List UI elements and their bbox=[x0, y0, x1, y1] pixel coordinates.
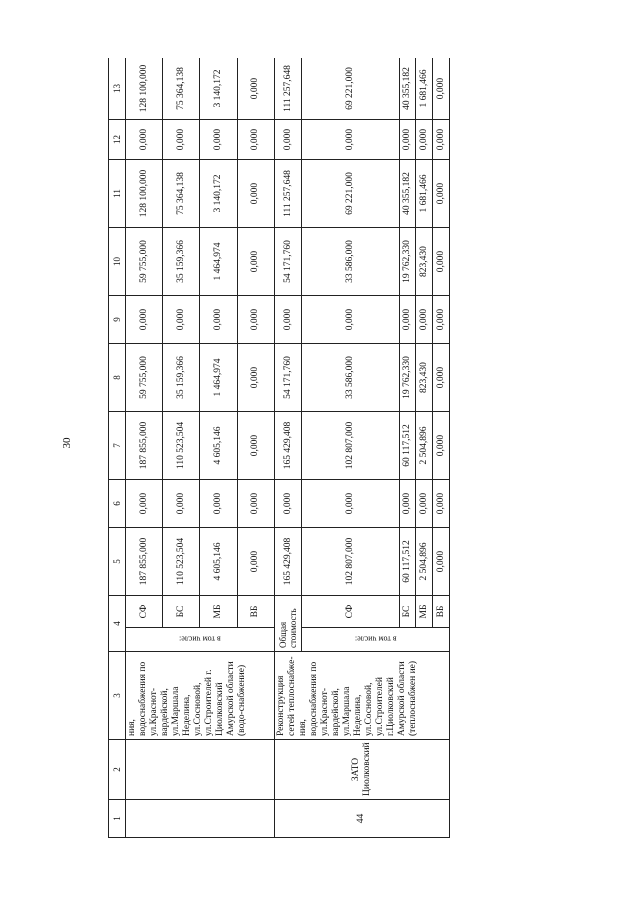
value-cell: 69 221,000 bbox=[302, 160, 399, 228]
value-cell: 165 429,408 bbox=[274, 412, 302, 480]
value-cell: 102 807,000 bbox=[302, 528, 399, 596]
value-cell: 165 429,408 bbox=[274, 528, 302, 596]
value-cell: 0,000 bbox=[433, 480, 450, 528]
value-cell: 0,000 bbox=[416, 480, 433, 528]
header-cell: 13 bbox=[109, 58, 126, 120]
value-cell: 128 100,000 bbox=[126, 58, 163, 120]
fund-code-cell: СФ bbox=[126, 596, 163, 628]
budget-table bbox=[108, 58, 450, 838]
value-cell: 75 364,138 bbox=[163, 160, 200, 228]
value-cell: 102 807,000 bbox=[302, 412, 399, 480]
header-cell: 2 bbox=[109, 740, 126, 800]
value-cell: 0,000 bbox=[126, 120, 163, 160]
territory-cell bbox=[126, 740, 275, 800]
value-cell: 0,000 bbox=[237, 120, 274, 160]
fund-code-cell: МБ bbox=[200, 596, 237, 628]
header-cell: 8 bbox=[109, 344, 126, 412]
value-cell: 823,430 bbox=[416, 228, 433, 296]
value-cell: 0,000 bbox=[433, 160, 450, 228]
row-number-cell bbox=[126, 800, 275, 838]
fund-code-cell: БС bbox=[163, 596, 200, 628]
fund-code-cell: ВБ bbox=[433, 596, 450, 628]
value-cell: 35 159,366 bbox=[163, 344, 200, 412]
value-cell: 128 100,000 bbox=[126, 160, 163, 228]
group-label-cell: в том числе: bbox=[302, 628, 450, 652]
value-cell: 40 355,182 bbox=[399, 58, 416, 120]
value-cell: 4 605,146 bbox=[200, 528, 237, 596]
value-cell: 1 464,974 bbox=[200, 228, 237, 296]
value-cell: 54 171,760 bbox=[274, 228, 302, 296]
value-cell: 0,000 bbox=[274, 296, 302, 344]
header-cell: 9 bbox=[109, 296, 126, 344]
value-cell: 110 523,504 bbox=[163, 412, 200, 480]
value-cell: 0,000 bbox=[399, 480, 416, 528]
value-cell: 111 257,648 bbox=[274, 58, 302, 120]
rotated-table-viewport bbox=[108, 58, 450, 838]
value-cell: 19 762,330 bbox=[399, 228, 416, 296]
value-cell: 0,000 bbox=[433, 120, 450, 160]
value-cell: 0,000 bbox=[163, 480, 200, 528]
value-cell: 0,000 bbox=[237, 228, 274, 296]
value-cell: 0,000 bbox=[433, 412, 450, 480]
value-cell: 0,000 bbox=[237, 412, 274, 480]
group-label-cell: в том числе: bbox=[126, 628, 275, 652]
value-cell: 0,000 bbox=[399, 120, 416, 160]
value-cell: 0,000 bbox=[126, 296, 163, 344]
value-cell: 0,000 bbox=[237, 160, 274, 228]
header-cell: 4 bbox=[109, 596, 126, 652]
value-cell: 0,000 bbox=[302, 296, 399, 344]
budget-table-container bbox=[108, 58, 450, 838]
total-cost-label: Общая стоимость bbox=[274, 596, 302, 652]
value-cell: 1 681,466 bbox=[416, 58, 433, 120]
value-cell: 19 762,330 bbox=[399, 344, 416, 412]
value-cell: 0,000 bbox=[416, 296, 433, 344]
fund-code-cell: СФ bbox=[302, 596, 399, 628]
value-cell: 3 140,172 bbox=[200, 160, 237, 228]
value-cell: 0,000 bbox=[163, 296, 200, 344]
value-cell: 0,000 bbox=[237, 58, 274, 120]
value-cell: 187 855,000 bbox=[126, 412, 163, 480]
description-cell: ния, водоснабжения по ул.Краснот-вардейской, ул.Маршала Неделина, ул.Сосновой, ул.Строителей г. Циолковский Амурской области (водо-снабжение) bbox=[126, 652, 275, 740]
value-cell: 33 586,000 bbox=[302, 228, 399, 296]
value-cell: 187 855,000 bbox=[126, 528, 163, 596]
value-cell: 0,000 bbox=[237, 344, 274, 412]
header-cell: 11 bbox=[109, 160, 126, 228]
value-cell: 0,000 bbox=[433, 296, 450, 344]
value-cell: 0,000 bbox=[274, 120, 302, 160]
value-cell: 59 755,000 bbox=[126, 228, 163, 296]
value-cell: 0,000 bbox=[200, 480, 237, 528]
value-cell: 60 117,512 bbox=[399, 528, 416, 596]
territory-cell: ЗАТО Циолковский bbox=[274, 740, 449, 800]
value-cell: 1 464,974 bbox=[200, 344, 237, 412]
value-cell: 0,000 bbox=[163, 120, 200, 160]
value-cell: 35 159,366 bbox=[163, 228, 200, 296]
value-cell: 0,000 bbox=[237, 480, 274, 528]
header-cell: 6 bbox=[109, 480, 126, 528]
value-cell: 0,000 bbox=[433, 528, 450, 596]
value-cell: 111 257,648 bbox=[274, 160, 302, 228]
header-cell: 12 bbox=[109, 120, 126, 160]
value-cell: 0,000 bbox=[126, 480, 163, 528]
value-cell: 110 523,504 bbox=[163, 528, 200, 596]
value-cell: 75 364,138 bbox=[163, 58, 200, 120]
value-cell: 2 504,896 bbox=[416, 528, 433, 596]
value-cell: 0,000 bbox=[200, 120, 237, 160]
value-cell: 40 355,182 bbox=[399, 160, 416, 228]
value-cell: 69 221,000 bbox=[302, 58, 399, 120]
value-cell: 0,000 bbox=[237, 296, 274, 344]
fund-code-cell: МБ bbox=[416, 596, 433, 628]
value-cell: 59 755,000 bbox=[126, 344, 163, 412]
value-cell: 60 117,512 bbox=[399, 412, 416, 480]
value-cell: 0,000 bbox=[433, 58, 450, 120]
row-number-cell: 44 bbox=[274, 800, 449, 838]
value-cell: 0,000 bbox=[433, 344, 450, 412]
table-row bbox=[126, 58, 163, 838]
header-cell: 5 bbox=[109, 528, 126, 596]
value-cell: 4 605,146 bbox=[200, 412, 237, 480]
header-row bbox=[109, 58, 126, 838]
value-cell: 54 171,760 bbox=[274, 344, 302, 412]
value-cell: 0,000 bbox=[302, 480, 399, 528]
value-cell: 0,000 bbox=[433, 228, 450, 296]
value-cell: 2 504,896 bbox=[416, 412, 433, 480]
value-cell: 0,000 bbox=[416, 120, 433, 160]
value-cell: 0,000 bbox=[302, 120, 399, 160]
description-cell: Реконструкция сетей теплоснабже-ния, водоснабжения по ул.Краснот-вардейской, ул.Маршала Неделина, ул.Сосновой, ул.Строителей г.Циолковский Амурской области (теплоснабжен ие) bbox=[274, 652, 449, 740]
fund-code-cell: ВБ bbox=[237, 596, 274, 628]
header-cell: 10 bbox=[109, 228, 126, 296]
value-cell: 0,000 bbox=[399, 296, 416, 344]
value-cell: 0,000 bbox=[274, 480, 302, 528]
page-number: 30 bbox=[61, 437, 73, 449]
value-cell: 3 140,172 bbox=[200, 58, 237, 120]
value-cell: 0,000 bbox=[237, 528, 274, 596]
value-cell: 823,430 bbox=[416, 344, 433, 412]
table-row bbox=[274, 58, 302, 838]
value-cell: 33 586,000 bbox=[302, 344, 399, 412]
value-cell: 1 681,466 bbox=[416, 160, 433, 228]
header-cell: 1 bbox=[109, 800, 126, 838]
fund-code-cell: БС bbox=[399, 596, 416, 628]
header-cell: 7 bbox=[109, 412, 126, 480]
header-cell: 3 bbox=[109, 652, 126, 740]
value-cell: 0,000 bbox=[200, 296, 237, 344]
